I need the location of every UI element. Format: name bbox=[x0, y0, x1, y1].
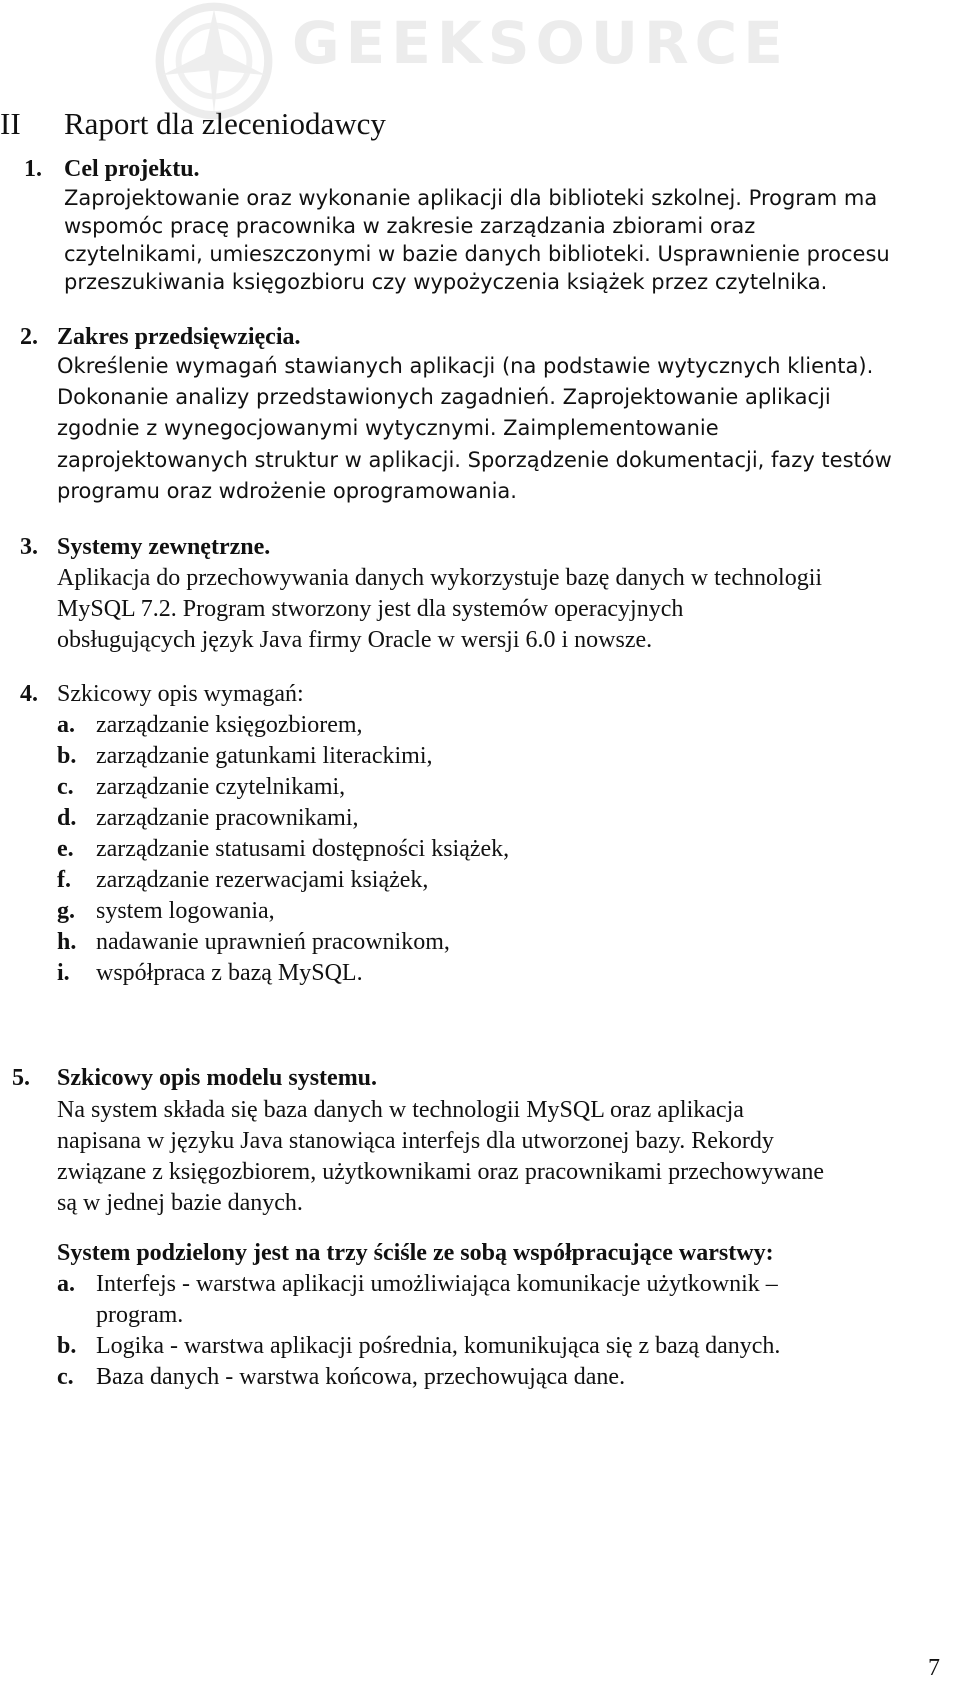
list-letter: c. bbox=[57, 774, 74, 800]
paragraph-line: przeszukiwania księgozbioru czy wypożyczenia książek przez czytelnika. bbox=[64, 270, 828, 294]
list-letter: b. bbox=[57, 1333, 77, 1359]
page-heading bbox=[0, 106, 386, 141]
paragraph-line: obsługujących język Java firmy Oracle w wersji 6.0 i nowsze. bbox=[57, 627, 653, 653]
section-number: 1. bbox=[24, 156, 42, 182]
section-number: 5. bbox=[12, 1065, 30, 1091]
paragraph-line: wspomóc pracę pracownika w zakresie zarządzania zbiorami oraz bbox=[64, 214, 756, 238]
list-item: zarządzanie księgozbiorem, bbox=[96, 712, 363, 738]
section-number: 4. bbox=[20, 681, 38, 707]
paragraph-line: czytelnikami, umieszczonymi w bazie danych biblioteki. Usprawnienie procesu bbox=[64, 242, 890, 266]
section-title: Szkicowy opis wymagań: bbox=[57, 681, 304, 707]
paragraph-line: Zaprojektowanie oraz wykonanie aplikacji dla biblioteki szkolnej. Program ma bbox=[64, 186, 878, 210]
list-item: zarządzanie gatunkami literackimi, bbox=[96, 743, 433, 769]
list-letter: c. bbox=[57, 1364, 74, 1390]
section-number: 2. bbox=[20, 324, 38, 350]
section-title: Cel projektu. bbox=[64, 156, 200, 182]
list-item: współpraca z bazą MySQL. bbox=[96, 960, 363, 986]
paragraph-line: programu oraz wdrożenie oprogramowania. bbox=[57, 479, 517, 503]
list-letter: a. bbox=[57, 1271, 75, 1297]
paragraph-line: zgodnie z wynegocjowanymi wytycznymi. Zaimplementowanie bbox=[57, 416, 719, 440]
list-letter: i. bbox=[57, 960, 70, 986]
page-number: 7 bbox=[928, 1655, 940, 1681]
section-title: Szkicowy opis modelu systemu. bbox=[57, 1065, 378, 1091]
paragraph-line: Dokonanie analizy przedstawionych zagadnień. Zaprojektowanie aplikacji bbox=[57, 385, 831, 409]
heading-title: Raport dla zleceniodawcy bbox=[64, 106, 386, 141]
list-item: system logowania, bbox=[96, 898, 275, 924]
list-letter: b. bbox=[57, 743, 77, 769]
list-item: zarządzanie statusami dostępności książek, bbox=[96, 836, 510, 862]
list-item: zarządzanie pracownikami, bbox=[96, 805, 359, 831]
paragraph-line: związane z księgozbiorem, użytkownikami oraz pracownikami przechowywane bbox=[57, 1159, 825, 1185]
list-letter: e. bbox=[57, 836, 74, 862]
list-item: Baza danych - warstwa końcowa, przechowująca dane. bbox=[96, 1364, 626, 1390]
section-number: 3. bbox=[20, 534, 38, 560]
list-item: zarządzanie rezerwacjami książek, bbox=[96, 867, 429, 893]
list-letter: d. bbox=[57, 805, 77, 831]
list-item: nadawanie uprawnień pracownikom, bbox=[96, 929, 450, 955]
list-item: zarządzanie czytelnikami, bbox=[96, 774, 346, 800]
list-letter: a. bbox=[57, 712, 75, 738]
paragraph-line: są w jednej bazie danych. bbox=[57, 1190, 303, 1216]
list-item: Logika - warstwa aplikacji pośrednia, komunikująca się z bazą danych. bbox=[96, 1333, 781, 1359]
watermark-text: GEEKSOURCE bbox=[292, 9, 789, 77]
geeksource-logo-watermark bbox=[155, 2, 273, 120]
paragraph-line: MySQL 7.2. Program stworzony jest dla systemów operacyjnych bbox=[57, 596, 684, 622]
paragraph-line: Określenie wymagań stawianych aplikacji (na podstawie wytycznych klienta). bbox=[57, 354, 874, 378]
list-letter: f. bbox=[57, 867, 71, 893]
paragraph-line: zaprojektowanych struktur w aplikacji. Sporządzenie dokumentacji, fazy testów bbox=[57, 448, 892, 472]
heading-numeral: II bbox=[0, 106, 21, 141]
paragraph-line: Na system składa się baza danych w technologii MySQL oraz aplikacja bbox=[57, 1097, 744, 1123]
paragraph-line: Aplikacja do przechowywania danych wykorzystuje bazę danych w technologii bbox=[57, 565, 823, 591]
list-letter: g. bbox=[57, 898, 75, 924]
subheading: System podzielony jest na trzy ściśle ze sobą współpracujące warstwy: bbox=[57, 1240, 774, 1266]
list-item: Interfejs - warstwa aplikacji umożliwiająca komunikacje użytkownik – bbox=[96, 1271, 778, 1297]
paragraph-line: napisana w języku Java stanowiąca interfejs dla utworzonej bazy. Rekordy bbox=[57, 1128, 774, 1154]
list-letter: h. bbox=[57, 929, 77, 955]
list-item-continuation: program. bbox=[96, 1302, 184, 1328]
section-title: Systemy zewnętrzne. bbox=[57, 534, 271, 560]
section-title: Zakres przedsięwzięcia. bbox=[57, 324, 301, 350]
